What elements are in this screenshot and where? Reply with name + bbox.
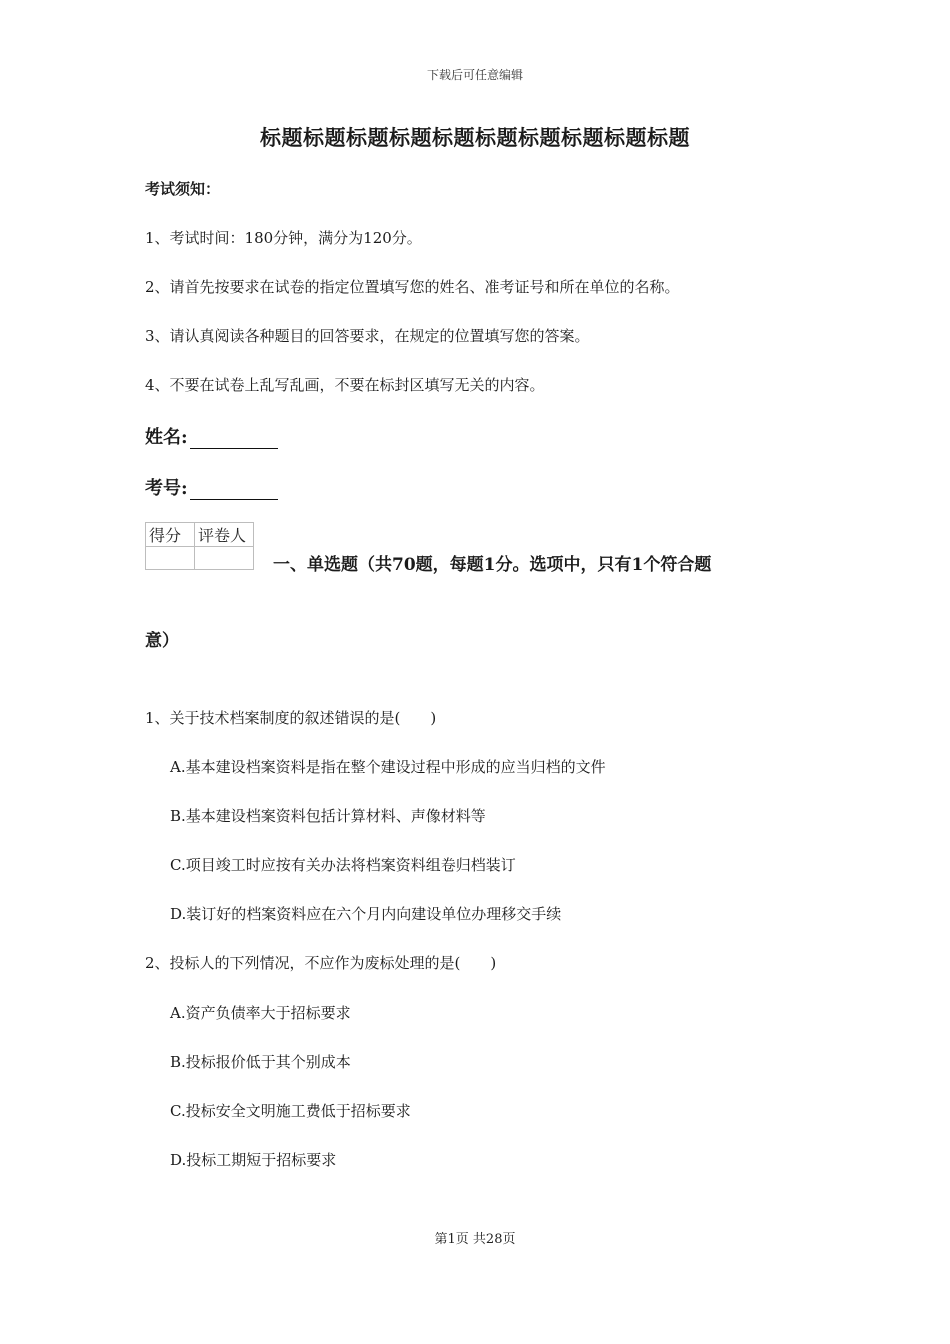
document-title: 标题标题标题标题标题标题标题标题标题标题 [260,125,690,150]
grader-cell[interactable] [195,547,254,570]
section-title: 一、单选题（共70题，每题1分。选项中，只有1个符合题 [273,555,712,575]
score-cell[interactable] [146,547,195,570]
question-option[interactable]: C.项目竣工时应按有关办法将档案资料组卷归档装订 [170,856,516,874]
exam-id-field [145,474,278,500]
question-option[interactable]: A.基本建设档案资料是指在整个建设过程中形成的应当归档的文件 [170,758,606,776]
question-stem: 2、投标人的下列情况，不应作为废标处理的是( ) [145,954,497,972]
score-table [145,522,254,570]
question-option[interactable]: B.投标报价低于其个别成本 [170,1053,351,1071]
page-footer: 第1页 共28页 [434,1232,516,1247]
page-header: 下载后可任意编辑 [426,68,523,82]
name-blank[interactable] [190,430,278,449]
exam-id-blank[interactable] [190,481,278,500]
grader-header: 评卷人 [195,523,254,547]
name-label: 姓名: [145,427,188,448]
name-field [145,423,278,449]
question-option[interactable]: A.资产负债率大于招标要求 [170,1004,351,1022]
notice-heading: 考试须知： [145,180,221,198]
notice-item: 2、请首先按要求在试卷的指定位置填写您的姓名、准考证号和所在单位的名称。 [145,278,680,296]
notice-item: 4、不要在试卷上乱写乱画，不要在标封区填写无关的内容。 [145,376,545,394]
score-header: 得分 [146,523,195,547]
question-option[interactable]: B.基本建设档案资料包括计算材料、声像材料等 [170,807,486,825]
notice-item: 1、考试时间：180分钟，满分为120分。 [145,229,422,247]
question-option[interactable]: C.投标安全文明施工费低于招标要求 [170,1102,411,1120]
question-option[interactable]: D.装订好的档案资料应在六个月内向建设单位办理移交手续 [170,905,562,923]
exam-id-label: 考号: [145,478,188,499]
question-stem: 1、关于技术档案制度的叙述错误的是( ) [145,709,437,727]
question-option[interactable]: D.投标工期短于招标要求 [170,1151,337,1169]
section-title-continued: 意） [145,631,179,651]
notice-item: 3、请认真阅读各种题目的回答要求，在规定的位置填写您的答案。 [145,327,590,345]
